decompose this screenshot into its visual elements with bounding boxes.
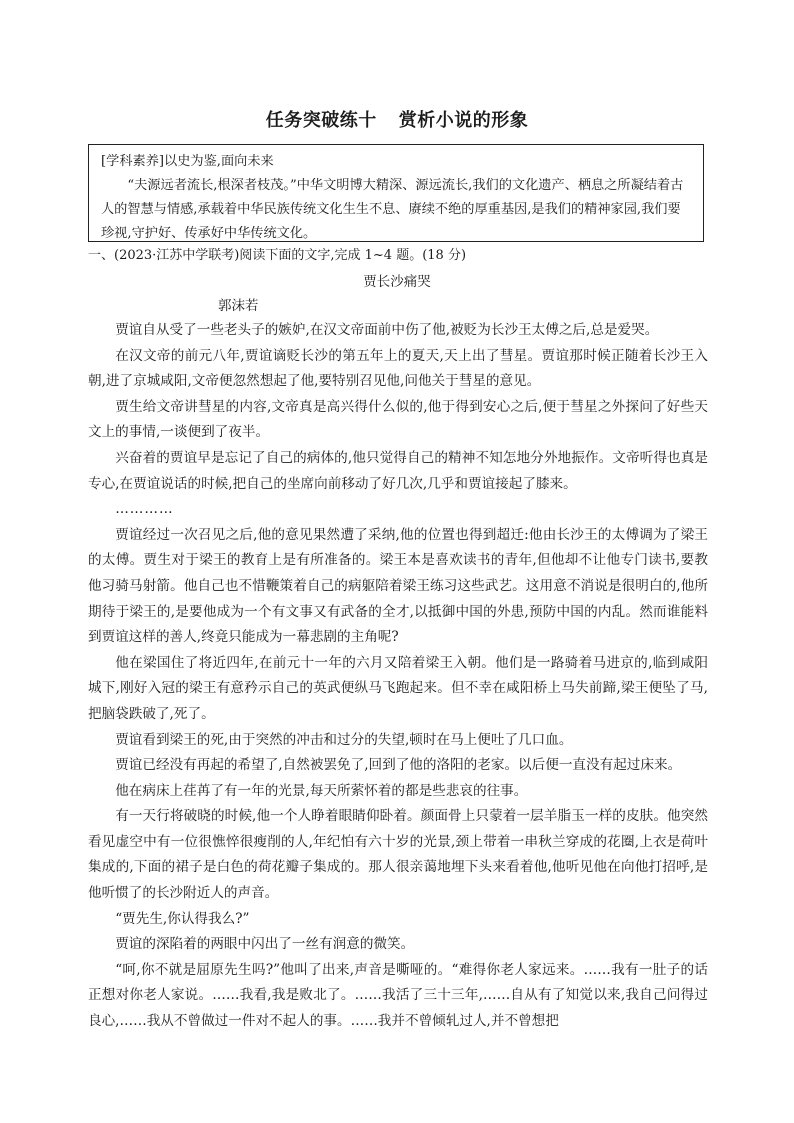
paragraph: 贾谊已经没有再起的希望了,自然被罢免了,回到了他的洛阳的老家。以后便一直没有起过床来。 — [115, 757, 682, 774]
story-body — [88, 318, 708, 1035]
paragraph: 贾谊经过一次召见之后,他的意见果然遭了采纳,他的位置也得到超迁:他由长沙王的太傅调为了梁王的太傅。贾生对于梁王的教育上是有所准备的。梁王本是喜欢读书的青年,但他却不让他专门读书,要教他习骑马射箭。他自己也不惜鞭策着自己的病躯陪着梁王练习这些武艺。这用意不消说是很明白的,他所期待于梁王的,是要他成为一个有文事又有武备的全才,以抵御中国的外患,预防中国的内乱。然而谁能料到贾谊这样的善人,终竟只能成为一幕悲剧的主角呢? — [88, 526, 708, 646]
paragraph: 贾谊的深陷着的两眼中闪出了一丝有润意的微笑。 — [115, 936, 415, 953]
paragraph: 贾谊自从受了一些老头子的嫉妒,在汉文帝面前中伤了他,被贬为长沙王太傅之后,总是爱哭。 — [115, 322, 659, 338]
box-heading: [学科素养]以史为鉴,面向未来 — [101, 154, 274, 169]
paragraph: “呵,你不就是屈原先生吗?”他叫了出来,声音是嘶哑的。“难得你老人家远来。……我有一肚子的话正想对你老人家说。……我看,我是败北了。……我活了三十三年,……自从有了知觉以来,我自己问得过良心,……我从不曾做过一件对不起人的事。……我并不曾倾轧过人,并不曾想把 — [88, 961, 708, 1030]
paragraph-ellipsis: ………… — [115, 501, 174, 518]
literacy-box — [88, 144, 704, 242]
paragraph: 在汉文帝的前元八年,贾谊谪贬长沙的第五年上的夏天,天上出了彗星。贾谊那时候正随着长沙王入朝,进了京城咸阳,文帝便忽然想起了他,要特别召见他,问他关于彗星的意见。 — [88, 347, 708, 390]
page-title — [0, 106, 794, 132]
paragraph: 他在梁国住了将近四年,在前元十一年的六月又陪着梁王入朝。他们是一路骑着马进京的,临到咸阳城下,刚好入冠的梁王有意矜示自己的英武便纵马飞跑起来。但不幸在咸阳桥上马失前蹄,梁王便坠了马,把脑袋跌破了,死了。 — [88, 654, 708, 722]
title-sub: 赏析小说的形象 — [398, 110, 529, 131]
story-title: 贾长沙痛哭 — [363, 274, 431, 290]
paragraph: 贾生给文帝讲彗星的内容,文帝真是高兴得什么似的,他于得到安心之后,便于彗星之外探问了好些天文上的事情,一谈便到了夜半。 — [88, 398, 708, 441]
box-text: “夫源远者流长,根深者枝茂。”中华文明博大精深、源远流长,我们的文化遗产、栖息之所凝结着古人的智慧与情感,承载着中华民族传统文化生生不息、赓续不绝的厚重基因,是我们的精神家园,我们要珍视,守护好、传承好中华传统文化。 — [101, 178, 684, 241]
paragraph: 他在病床上荏苒了有一年的光景,每天所萦怀着的都是些悲哀的往事。 — [115, 782, 528, 799]
paragraph: 有一天行将破晓的时候,他一个人睁着眼睛仰卧着。颜面骨上只蒙着一层羊脂玉一样的皮肤。他突然看见虚空中有一位很憔悴很瘦削的人,年纪怕有六十岁的光景,颈上带着一串秋兰穿成的花圈,上衣是荷叶集成的,下面的裙子是白色的荷花瓣子集成的。那人很亲蔼地埋下头来看着他,他听见他在向他打招呼,是他听惯了的长沙附近人的声音。 — [88, 808, 708, 902]
paragraph: “贾先生,你认得我么?” — [115, 910, 250, 927]
paragraph: 兴奋着的贾谊早是忘记了自己的病体的,他只觉得自己的精神不知怎地分外地振作。文帝听得也真是专心,在贾谊说话的时候,把自己的坐席向前移动了好几次,几乎和贾谊接起了膝来。 — [88, 449, 708, 492]
paragraph: 贾谊看到梁王的死,由于突然的冲击和过分的失望,顿时在马上便吐了几口血。 — [115, 731, 573, 748]
question-lead: 一、(2023·江苏中学联考)阅读下面的文字,完成 1~4 题。(18 分) — [88, 248, 467, 263]
title-main: 任务突破练十 — [265, 110, 377, 131]
story-author: 郭沫若 — [218, 298, 259, 314]
